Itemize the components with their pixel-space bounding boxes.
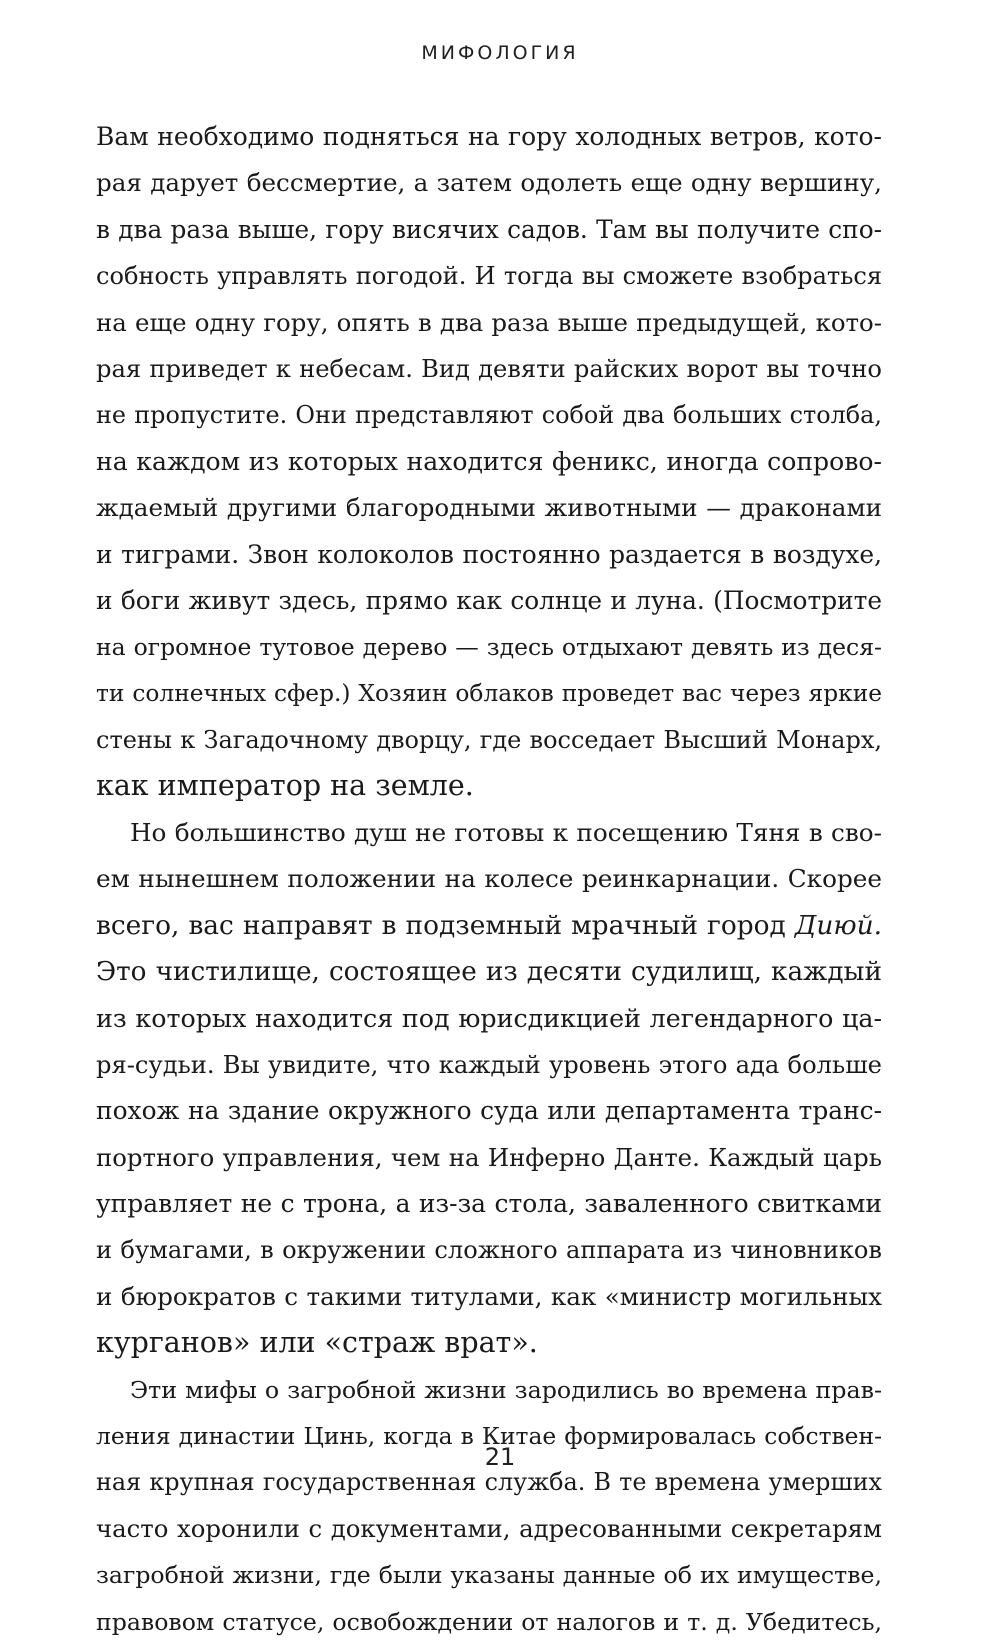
- text-line: ря-судьи. Вы увидите, что каждый уровень этого ада больше: [96, 1050, 882, 1079]
- text-line: часто хоронили с документами, адресованными секретарям: [96, 1513, 882, 1543]
- text-line: рая дарует бессмертие, а затем одолеть еще одну вершину,: [96, 168, 882, 198]
- text-line: стены к Загадочному дворцу, где восседает Высший Монарх,: [96, 726, 882, 755]
- text-line: управляет не с трона, а из-за стола, заваленного свитками: [96, 1188, 882, 1218]
- text-line: ления династии Цинь, когда в Китае формировалась собствен-: [96, 1421, 882, 1450]
- text-line: ждаемый другими благородными животными — драконами: [96, 493, 882, 523]
- text-line: Вам необходимо подняться на гору холодных ветров, кото-: [96, 122, 882, 151]
- text-line: Это чистилище, состоящее из десяти судилищ, каждый: [96, 957, 882, 988]
- text-line: в два раза выше, гору висячих садов. Там вы получите спо-: [96, 214, 882, 244]
- text-line: правовом статусе, освобождении от налогов и т. д. Убедитесь,: [96, 1607, 882, 1636]
- text-line: Но большинство душ не готовы к посещению Тяня в сво-: [130, 817, 882, 847]
- text-line: курганов» или «страж врат».: [96, 1326, 538, 1360]
- text-line: на еще одну гору, опять в два раза выше предыдущей, кото-: [96, 307, 882, 337]
- text-line: рая приведет к небесам. Вид девяти райских ворот вы точно: [96, 354, 882, 383]
- text-line: похож на здание окружного суда или департамента транс-: [96, 1096, 882, 1126]
- text-line: как император на земле.: [96, 769, 474, 803]
- text-line: и тиграми. Звон колоколов постоянно раздается в воздухе,: [96, 539, 882, 569]
- running-header: МИФОЛОГИЯ: [421, 42, 579, 64]
- text-line: Эти мифы о загробной жизни зародились во времена прав-: [130, 1375, 882, 1404]
- text-line: загробной жизни, где были указаны данные об их имуществе,: [96, 1561, 882, 1590]
- text-line: не пропустите. Они представляют собой два больших столба,: [96, 401, 882, 430]
- page-number: 21: [484, 1443, 516, 1471]
- text-line: собность управлять погодой. И тогда вы сможете взобраться: [96, 262, 882, 291]
- text-line: портного управления, чем на Инферно Данте. Каждый царь: [96, 1142, 882, 1172]
- italic-term: Диюй.: [794, 909, 882, 941]
- text-line: и бумагами, в окружении сложного аппарата из чиновников: [96, 1236, 882, 1265]
- text-line: ти солнечных сфер.) Хозяин облаков проведет вас через яркие: [96, 679, 882, 707]
- text-line: на каждом из которых находится феникс, иногда сопрово-: [96, 446, 882, 476]
- text-line: и бюрократов с такими титулами, как «министр могильных: [96, 1281, 882, 1311]
- body-text: [96, 114, 882, 1645]
- text-line: [96, 903, 882, 949]
- text-line-part: всего, вас направят в подземный мрачный город: [96, 909, 786, 941]
- text-line: и боги живут здесь, прямо как солнце и луна. (Посмотрите: [96, 585, 882, 615]
- text-line: из которых находится под юрисдикцией легендарного ца-: [96, 1003, 882, 1034]
- text-line: ем нынешнем положении на колесе реинкарнации. Скорее: [96, 864, 882, 894]
- text-line: ная крупная государственная служба. В те времена умерших: [96, 1468, 882, 1497]
- text-line: на огромное тутовое дерево — здесь отдыхают девять из деся-: [96, 633, 882, 662]
